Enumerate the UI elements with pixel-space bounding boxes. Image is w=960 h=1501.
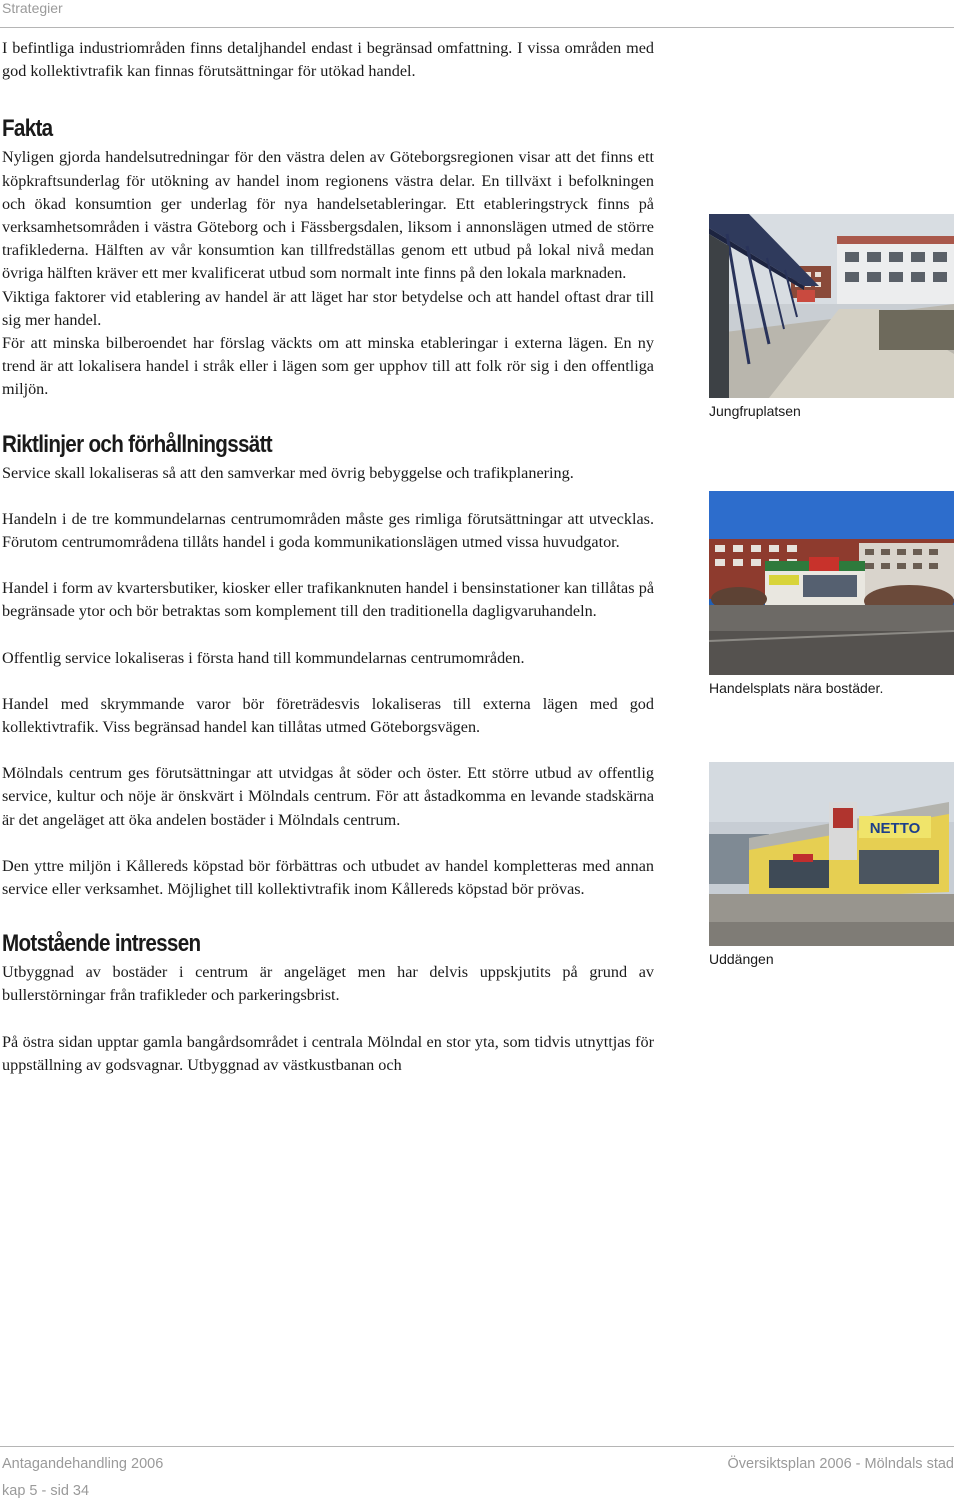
- riktlinje-paragraph: Den yttre miljön i Kållereds köpstad bör förbättras och utbudet av handel kompletteras med annan service eller verksamhet. Möjlighet till kollektivtrafik inom Kållereds köpstad bör prövas.: [2, 856, 654, 899]
- footer-document-status: Antagandehandling 2006: [2, 1456, 164, 1472]
- main-text-column: [2, 37, 654, 1077]
- store-sign: NETTO: [869, 820, 921, 837]
- riktlinje-paragraph: Handel i form av kvartersbutiker, kiosker eller trafikanknuten handel i bensinstationer kan tillåtas på begränsade ytor och bör betraktas som komplement till den traditionella dagligvaruhandeln.: [2, 579, 654, 621]
- fakta-paragraph-3: För att minska bilberoendet har förslag väckts om att minska etableringar i externa lägen. En ny trend är att lokalisera handel i stråk eller i lägen som ger upphov till att folk rör sig i den offentliga miljön.: [2, 334, 654, 399]
- fakta-paragraph-1: Nyligen gjorda handelsutredningar för den västra delen av Göteborgsregionen visar att det finns ett köpkraftsunderlag för utökning av handel inom regionens västra delar. En tillväxt i befolkningen och ökad konsumtion ger underlag för nya handelsetableringar. Ett etableringstryck finns på verksamhetsområden i västra Göteborg och i Fässbergsdalen, liksom i annonslägen utmed de större trafiklederna. Hälften av vår konsumtion kan tillfredställas genom ett utbud på lokal nivå medan övriga hälften kräver ett mer kvalificerat utbud som normalt inte finns på den lokala marknaden.: [2, 148, 654, 283]
- footer-document-title: Översiktsplan 2006 - Mölndals stad: [727, 1456, 954, 1472]
- header-divider: [0, 27, 954, 28]
- motstaende-heading: Motstående intressen: [2, 930, 201, 958]
- riktlinje-paragraph: Mölndals centrum ges förutsättningar att utvidgas åt söder och öster. Ett större utbud av offentlig service, kultur och nöje är önskvärt i Mölndals centrum. För att åstadkomma en levande stadskärna är det angeläget att öka andelen bostäder i Mölndals centrum.: [2, 764, 654, 829]
- riktlinje-paragraph: Offentlig service lokaliseras i första hand till kommundelarnas centrumområden.: [2, 648, 525, 667]
- motstaende-paragraph: Utbyggnad av bostäder i centrum är angeläget men har delvis uppskjutits på grund av bullerstörningar från trafikleder och parkeringsbrist.: [2, 963, 654, 1005]
- photo-jungfruplatsen: [709, 214, 954, 398]
- fakta-heading: Fakta: [2, 115, 53, 143]
- footer-divider: [0, 1446, 954, 1447]
- motstaende-paragraph: På östra sidan upptar gamla bangårdsområdet i centrala Mölndal en stor yta, som tidvis utnyttjas för uppställning av godsvagnar. Utbyggnad av västkustbanan och: [2, 1032, 654, 1074]
- photo-caption: Uddängen: [709, 951, 774, 967]
- riktlinje-paragraph: Service skall lokaliseras så att den samverkar med övrig bebyggelse och trafikplanering.: [2, 463, 574, 482]
- photo-caption: Handelsplats nära bostäder.: [709, 680, 884, 696]
- section-label: Strategier: [2, 0, 63, 16]
- photo-uddangen: [709, 762, 954, 946]
- fakta-paragraph-2: Viktiga faktorer vid etablering av handel är att läget har stor betydelse och att handel oftast drar till sig mer handel.: [2, 287, 654, 329]
- intro-paragraph: I befintliga industriområden finns detaljhandel endast i begränsad omfattning. I vissa områden med god kollektivtrafik kan finnas förutsättningar för utökad handel.: [2, 39, 654, 81]
- photo-handelsplats: [709, 491, 954, 675]
- riktlinje-paragraph: Handeln i de tre kommundelarnas centrumområden måste ges rimliga förutsättningar att utvecklas. Förutom centrumområdena tillåts handel i goda kommunikationslägen utmed vissa huvudgator.: [2, 509, 654, 552]
- riktlinje-paragraph: Handel med skrymmande varor bör företrädesvis lokaliseras till externa lägen med god kollektivtrafik. Viss begränsad handel kan tillåtas utmed Göteborgsvägen.: [2, 694, 654, 737]
- riktlinjer-heading: Riktlinjer och förhållningssätt: [2, 430, 272, 458]
- photo-caption: Jungfruplatsen: [709, 403, 801, 419]
- footer-page-number: kap 5 - sid 34: [2, 1483, 90, 1499]
